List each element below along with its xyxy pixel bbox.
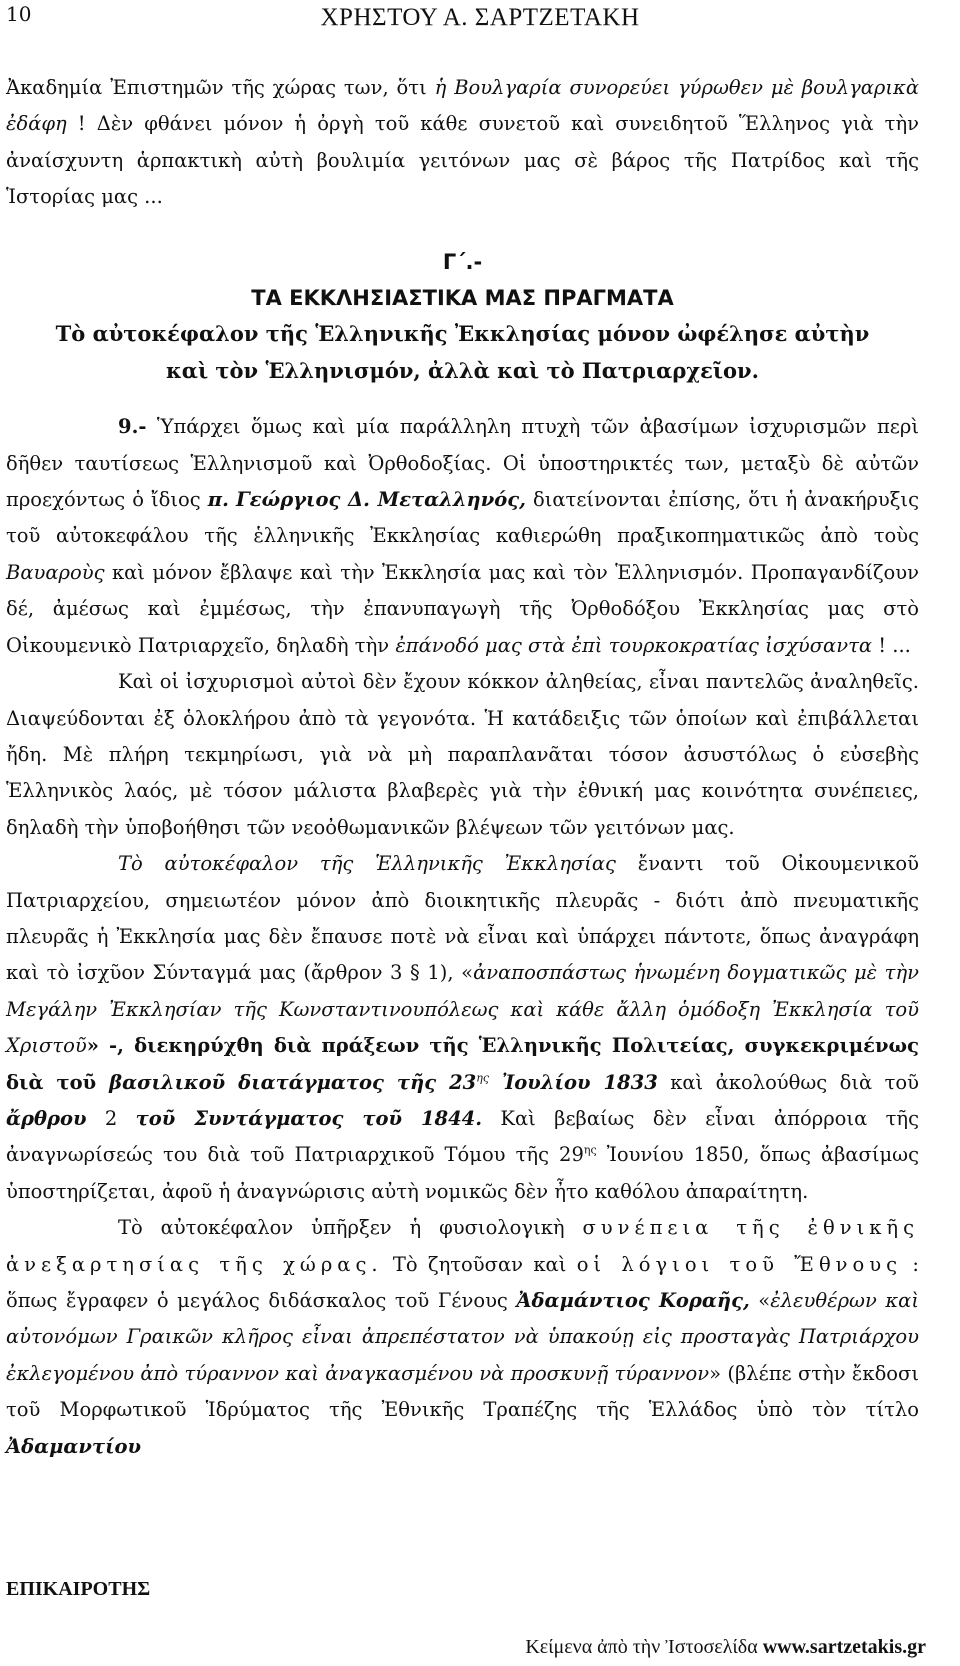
body-text [6, 70, 919, 1465]
paragraph-11-constitution: τοῦ Συντάγματος τοῦ 1844. [135, 1106, 483, 1130]
paragraph-11-text-4: 2 [86, 1106, 136, 1130]
paragraph-11-article: ἄρθρου [6, 1106, 87, 1130]
paragraph-11-text-1: ἔναντι τοῦ Οἰκουμενικοῦ Πατριαρχείου, σημειωτέον μόνον ἀπὸ διοικητικῆς πλευρᾶς - διότι ἀπὸ πνευματικῆς πλευρᾶς ἡ Ἐκκλησία μας δὲν ἔπαυσε ποτὲ νὰ εἶναι καὶ ὑπάρχει πάντοτε, ὅπως ἀναγράφη καὶ τὸ ἰσχῦον Σύνταγμά μας (ἄρθρον 3 § 1), « [6, 852, 919, 985]
intro-paragraph [6, 70, 919, 216]
paragraph-9-text-italic-2: ἐπάνοδό μας στὰ ἐπὶ τουρκοκρατίας ἰσχύσαντα [395, 633, 873, 657]
paragraph-12-quote: ἐλευθέρων καὶ αὐτονόμων Γραικῶν κλῆρος εἶναι ἀπρεπέστατον νὰ ὑπακούῃ εἰς προσταγὰς Πατριάρχου ἐκλεγομένου ἀπὸ τύραννον καὶ ἀναγκασμένου νὰ προσκυνῇ τύραννον [6, 1289, 919, 1385]
paragraph-11-sup-1: ης [476, 1071, 490, 1085]
paragraph-9-text-3: διατείνονται ἐπίσης, ὅτι ἡ ἀνακήρυξις τοῦ αὐτοκεφάλου τῆς ἑλληνικῆς Ἐκκλησίας καθιερώθη πραξικοπηματικῶς ἀπὸ τοὺς [6, 488, 919, 548]
paragraph-12-spaced-1: συνέπεια τῆς ἐθνικῆς ἀνεξαρτησίας τῆς χώρας. [6, 1216, 920, 1276]
footer-url[interactable]: www.sartzetakis.gr [762, 1636, 926, 1658]
footer-source-text: Κείμενα ἀπὸ τὴν Ἰστοσελίδα [525, 1636, 763, 1658]
section-number: Γ΄.- [442, 249, 483, 274]
paragraph-10: Καὶ οἱ ἰσχυρισμοὶ αὐτοὶ δὲν ἔχουν κόκκον ἀληθείας, εἶναι παντελῶς ἀναληθεῖς. Διαψεύδονται ἐξ ὁλοκλήρου ἀπὸ τὰ γεγονότα. Ἡ κατάδειξις τῶν ὁποίων καὶ ἐπιβάλλεται ἤδη. Μὲ πλήρη τεκμηρίωσι, γιὰ νὰ μὴ παραπλανᾶται τόσον ἀσυστόλως ὁ εὐσεβὴς Ἑλληνικὸς λαός, μὲ τόσον μάλιστα βλαβερὲς γιὰ τὴν ἐθνική μας κοινότητα συνέπειες, δηλαδὴ τὴν ὑποβοήθησι τῶν νεοὀθωμανικῶν βλέψεων τῶν γειτόνων μας. [6, 670, 919, 839]
intro-text-1: Ἀκαδημία Ἐπιστημῶν τῆς χώρας των, ὅτι [6, 76, 435, 99]
paragraph-9-text-italic-1: Βαυαροὺς [6, 560, 105, 584]
paragraph-11-text-2: » -, διεκηρύχθη διὰ πράξεων τῆς Ἑλληνικῆς Πολιτείας, συγκεκριμένως διὰ τοῦ [6, 1034, 919, 1094]
section-subtitle-line-2: καὶ τὸν Ἑλληνισμόν, ἀλλὰ καὶ τὸ Πατριαρχεῖον. [166, 357, 759, 383]
paragraph-9-text-4: καὶ μόνον ἔβλαψε καὶ τὴν Ἐκκλησία μας καὶ τὸν Ἑλληνισμόν. Προπαγανδίζουν δέ, ἀμέσως καὶ ἐμμέσως, τὴν ἐπανυπαγωγὴ τῆς Ὀρθοδόξου Ἐκκλησίας μας στὸ Οἰκουμενικὸ Πατριαρχεῖο, δηλαδὴ τὴν [6, 560, 919, 657]
section-subtitle-line-1: Τὸ αὐτοκέφαλον τῆς Ἑλληνικῆς Ἐκκλησίας μόνον ὠφέλησε αὐτὴν [55, 321, 870, 347]
paragraph-11-sup-2: ης [583, 1143, 597, 1157]
paragraph-9-name: Γεώργιος Δ. Μεταλληνός, [235, 488, 526, 512]
paragraph-12-text-3: : ὅπως ἔγραφεν ὁ μεγάλος διδάσκαλος τοῦ Γένους [6, 1252, 919, 1312]
section-title: ΤΑ ΕΚΚΛΗΣΙΑΣΤΙΚΑ ΜΑΣ ΠΡΑΓΜΑΤΑ [251, 286, 674, 311]
paragraph-11 [6, 846, 919, 1210]
paragraph-11-text-6: Ἰουνίου 1850, ὅπως ἀβασίμως ὑποστηρίζεται, ἀφοῦ ἡ ἀναγνώρισις αὐτὴ νομικῶς δὲν ἦτο καθόλου ἀπαραίτητη. [6, 1143, 920, 1203]
paragraph-12-text-2: Τὸ ζητοῦσαν καὶ [382, 1252, 577, 1276]
paragraph-12-text-1: Τὸ αὐτοκέφαλον ὑπῆρξεν ἡ φυσιολογικὴ [118, 1216, 583, 1240]
paragraph-11-quote: ἀναποσπάστως ἡνωμένη δογματικῶς μὲ τὴν Μεγάλην Ἐκκλησίαν τῆς Κωνσταντινουπόλεως καὶ κάθε ἄλλη ὁμόδοξη Ἐκκλησία τοῦ Χριστοῦ [6, 961, 919, 1058]
paragraph-11-date: Ἰουλίου 1833 [489, 1070, 658, 1094]
paragraph-12-text-5: » (βλέπε στὴν ἔκδοσι τοῦ Μορφωτικοῦ Ἱδρύματος τῆς Ἐθνικῆς Τραπέζης τῆς Ἑλλάδος ὑπὸ τὸν τίτλο [6, 1361, 920, 1422]
paragraph-9-text-1: Ὑπάρχει ὅμως καὶ μία παράλληλη πτυχὴ τῶν ἀβασίμων ἰσχυρισμῶν περὶ δῆθεν ταυτίσεως Ἑλληνισμοῦ καὶ Ὀρθοδοξίας. Οἱ ὑποστηρικτές των, μεταξὺ δὲ αὐτῶν προεχόντως ὁ ἴδιος [6, 415, 919, 512]
paragraph-12-text-4: « [749, 1289, 771, 1312]
intro-text-italic: ἡ Βουλγαρία συνορεύει γύρωθεν μὲ βουλγαρικὰ ἐδάφη [6, 76, 919, 136]
paragraph-9-text-2: π. [207, 488, 229, 512]
section-heading [6, 244, 919, 390]
paragraph-12-title-start: Ἀδαμαντίου [6, 1434, 142, 1458]
paragraph-11-text-5: Καὶ βεβαίως δὲν εἶναι ἀπόρροια τῆς ἀναγνωρίσεώς του διὰ τοῦ Πατριαρχικοῦ Τόμου τῆς 29 [6, 1106, 919, 1167]
footer-left: ΕΠΙΚΑΙΡΟΤΗΣ [6, 1578, 151, 1600]
paragraph-11-text-italic-1: Τὸ αὐτοκέφαλον τῆς Ἑλληνικῆς Ἐκκλησίας [118, 852, 616, 876]
page-number: 10 [6, 2, 32, 26]
paragraph-11-decree: βασιλικοῦ διατάγματος τῆς 23 [109, 1070, 477, 1094]
paragraph-11-text-3: καὶ ἀκολούθως διὰ τοῦ [657, 1070, 920, 1094]
paragraph-9 [6, 409, 919, 664]
paragraph-12 [6, 1210, 919, 1465]
footer-right [525, 1636, 926, 1659]
running-title: ΧΡΗΣΤΟΥ Α. ΣΑΡΤΖΕΤΑΚΗ [320, 4, 640, 31]
paragraph-number: 9.- [118, 415, 147, 439]
intro-text-2: ! Δὲν φθάνει μόνον ἡ ὀργὴ τοῦ κάθε συνετοῦ καὶ συνειδητοῦ Ἕλληνος γιὰ τὴν ἀναίσχυντη ἁρπακτικὴ αὐτὴ βουλιμία γειτόνων μας σὲ βάρος τῆς Πατρίδος καὶ τῆς Ἱστορίας μας ... [6, 112, 919, 209]
paragraph-12-spaced-2: οἱ λόγιοι τοῦ Ἔθνους [576, 1252, 903, 1276]
paragraph-9-text-5: ! ... [872, 633, 911, 657]
paragraph-12-name: Ἀδαμάντιος Κοραῆς, [516, 1289, 750, 1312]
